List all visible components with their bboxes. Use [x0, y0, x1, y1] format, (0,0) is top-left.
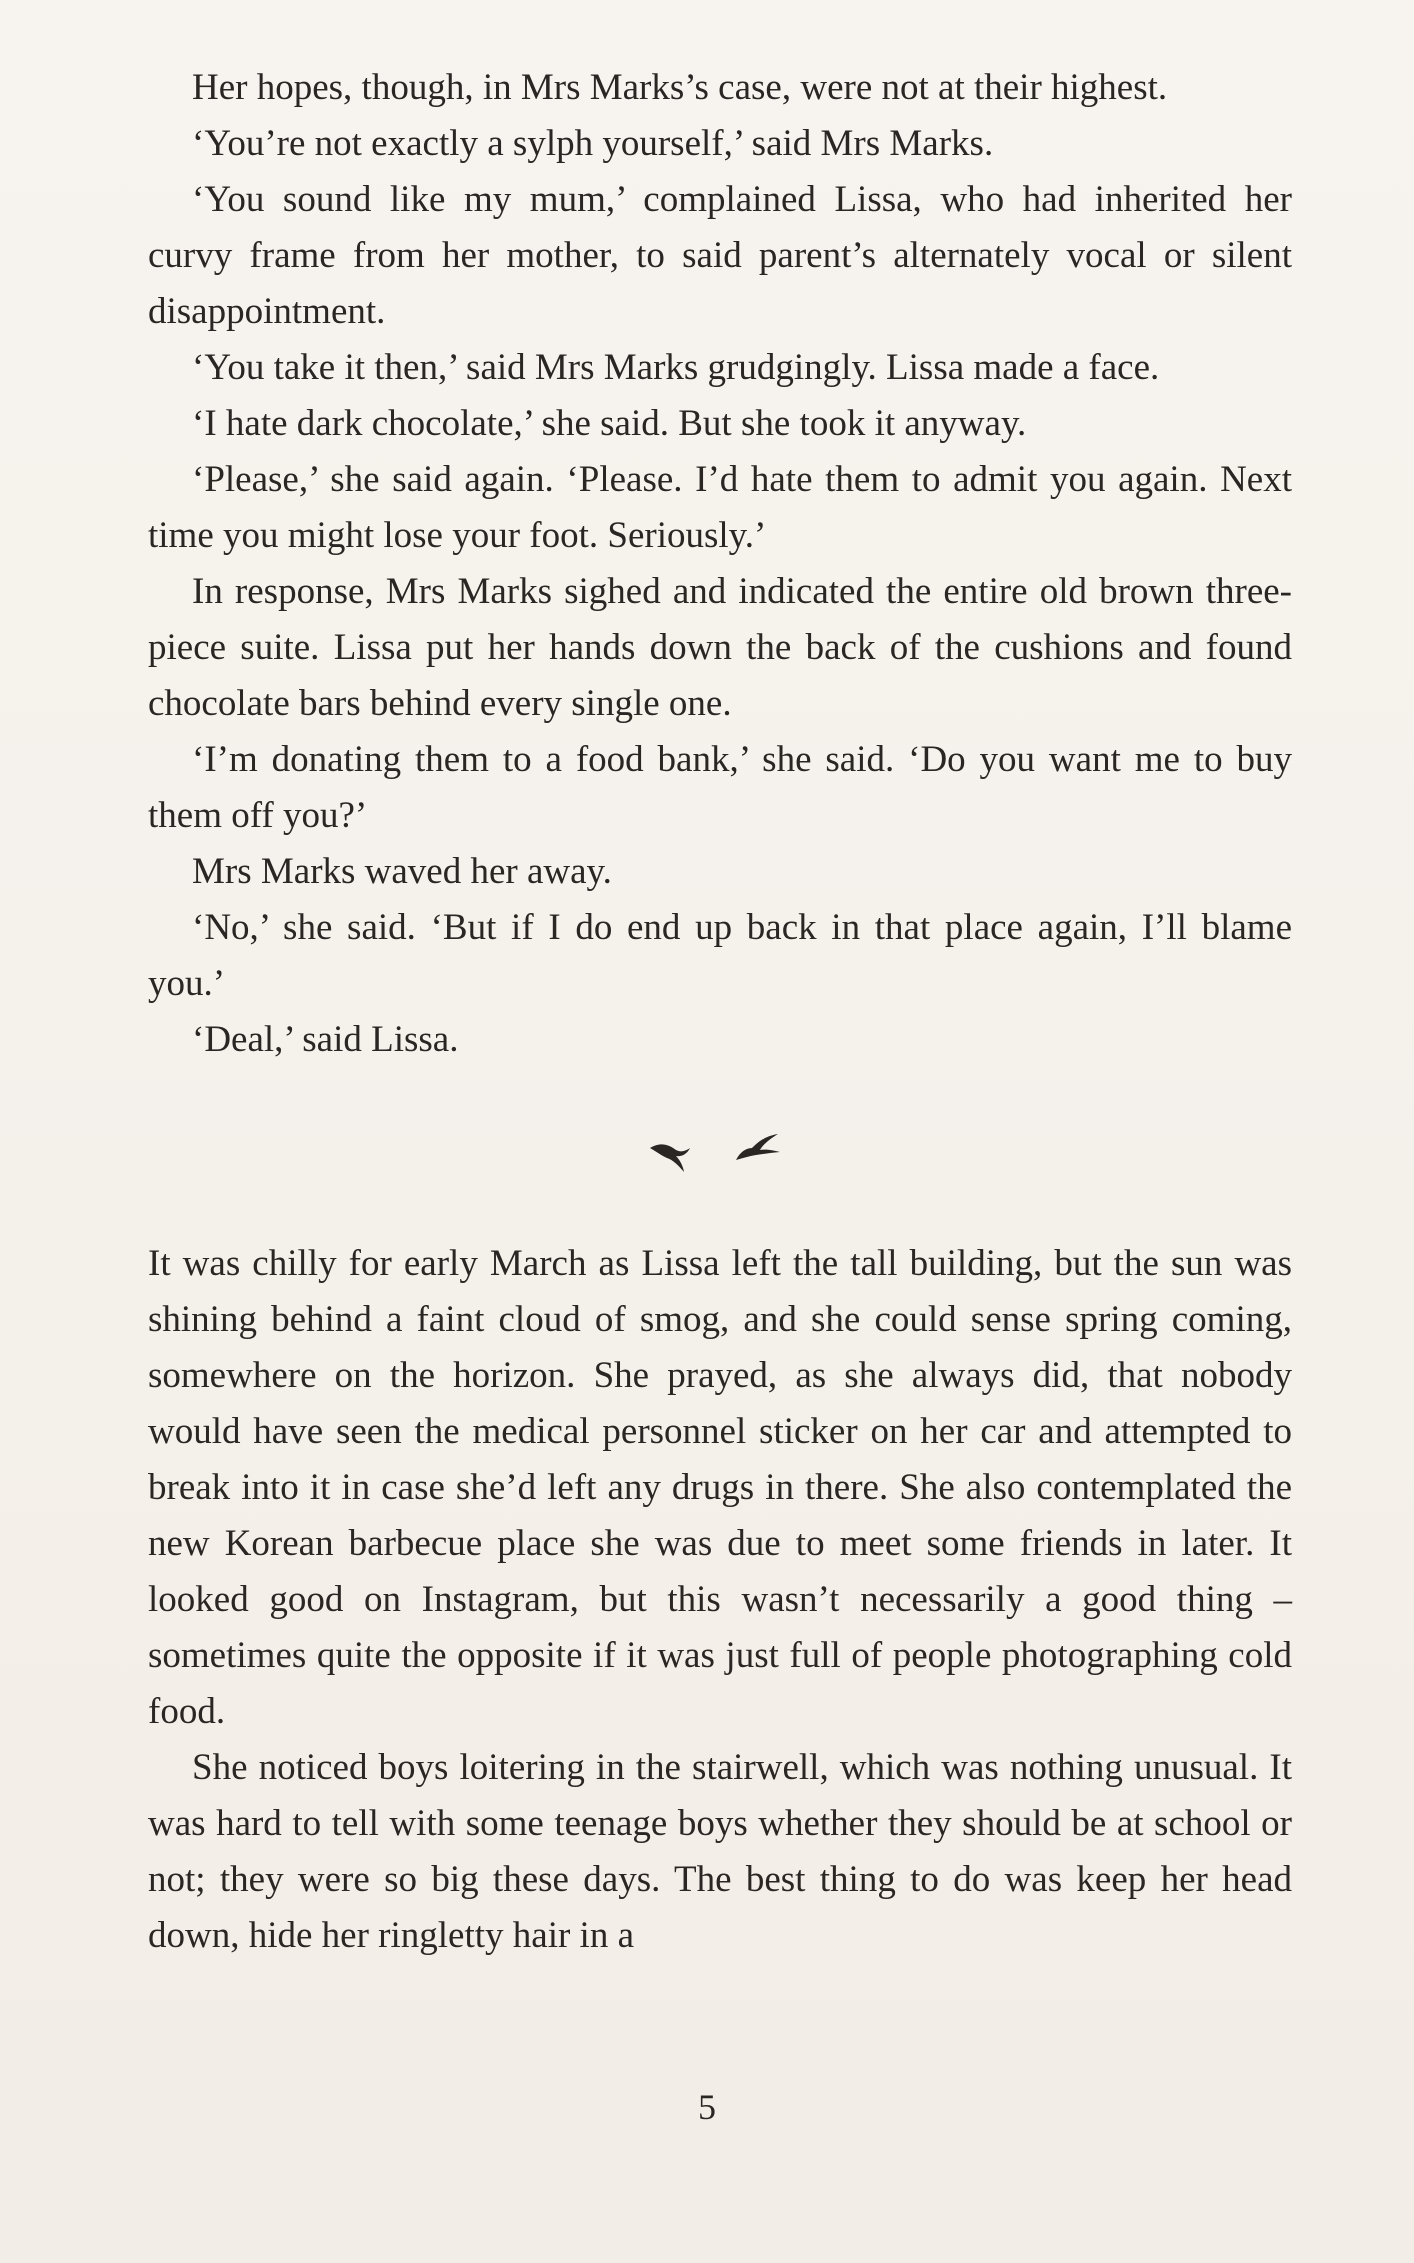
paragraph: ‘You take it then,’ said Mrs Marks grudgingly. Lissa made a face.	[192, 347, 1160, 388]
paragraph: Her hopes, though, in Mrs Marks’s case, were not at their highest.	[192, 67, 1168, 108]
paragraph: It was chilly for early March as Lissa left the tall building, but the sun was shining behind a faint cloud of smog, and she could sense spring coming, somewhere on the horizon. She prayed, as she always did, that nobody would have seen the medical personnel sticker on her car and attempted to break into it in case she’d left any drugs in there. She also contemplated the new Korean barbecue place she was due to meet some friends in later. It looked good on Instagram, but this wasn’t necessarily a good thing – sometimes quite the opposite if it was just full of people photographing cold food.	[148, 1243, 1292, 1732]
paragraph: ‘You sound like my mum,’ complained Lissa, who had inherited her curvy frame from her mother, to said parent’s alternately vocal or silent disappointment.	[148, 179, 1292, 332]
paragraph: In response, Mrs Marks sighed and indicated the entire old brown three-piece suite. Lissa put her hands down the back of the cushions and found chocolate bars behind every single one.	[148, 571, 1292, 724]
page-number: 5	[698, 2087, 716, 2127]
text-section-2	[148, 1236, 1292, 1964]
seagull-left-icon	[650, 1144, 690, 1172]
paragraph: She noticed boys loitering in the stairwell, which was nothing unusual. It was hard to tell with some teenage boys whether they should be at school or not; they were so big these days. The best thing to do was keep her head down, hide her ringletty hair in a	[148, 1747, 1292, 1956]
two-seagulls-icon	[640, 1122, 800, 1182]
paragraph: ‘Please,’ she said again. ‘Please. I’d hate them to admit you again. Next time you might lose your foot. Seriously.’	[148, 459, 1292, 556]
seagull-right-icon	[736, 1134, 780, 1160]
text-section-1	[148, 60, 1292, 1068]
paragraph: ‘Deal,’ said Lissa.	[192, 1019, 459, 1060]
paragraph: Mrs Marks waved her away.	[192, 851, 612, 892]
paragraph: ‘You’re not exactly a sylph yourself,’ said Mrs Marks.	[192, 123, 994, 164]
paragraph: ‘No,’ she said. ‘But if I do end up back in that place again, I’ll blame you.’	[148, 907, 1292, 1004]
paragraph: ‘I hate dark chocolate,’ she said. But she took it anyway.	[192, 403, 1027, 444]
paragraph: ‘I’m donating them to a food bank,’ she said. ‘Do you want me to buy them off you?’	[148, 739, 1292, 836]
